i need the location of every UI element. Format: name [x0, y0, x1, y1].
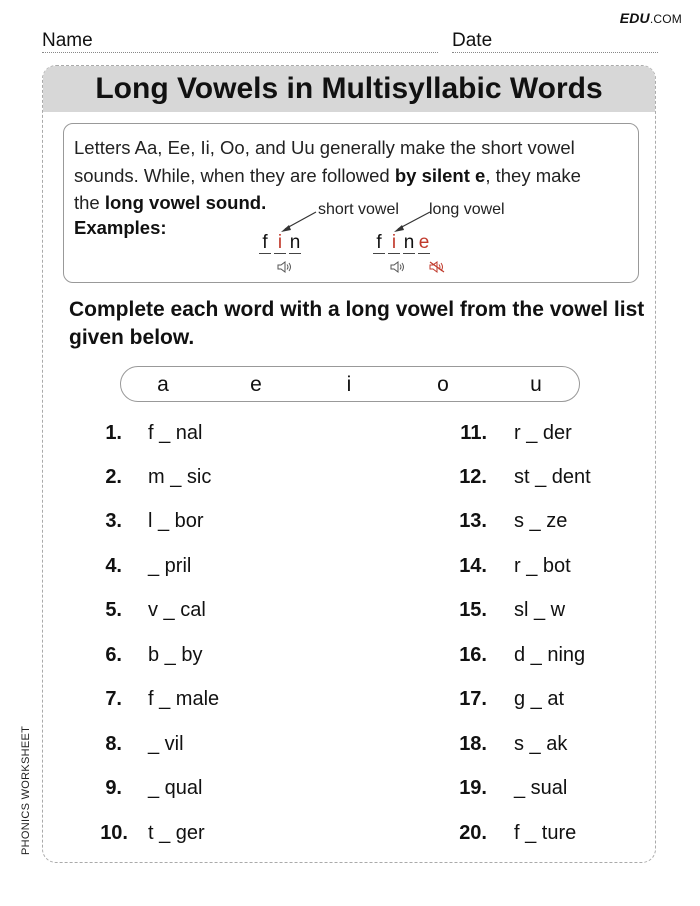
brand-suffix: .COM: [649, 12, 682, 26]
item-word: f _ nal: [148, 422, 203, 444]
date-line[interactable]: [452, 30, 658, 52]
brand-logo: [620, 10, 682, 26]
short-vowel-label: short vowel: [318, 201, 399, 218]
example-arrows: [64, 124, 640, 284]
explanation-line-1: Letters Aa, Ee, Ii, Oo, and Uu generally make the short vowel: [74, 137, 575, 158]
item-number: 3.: [105, 510, 122, 532]
item-number: 10.: [100, 822, 128, 844]
example-word-long: [373, 232, 433, 254]
item-number: 17.: [459, 688, 487, 710]
item-number: 1.: [105, 422, 122, 444]
examples-label: Examples:: [74, 217, 167, 238]
example-letter-vowel: i: [388, 232, 400, 254]
name-line[interactable]: [42, 30, 438, 52]
item-word: l _ bor: [148, 510, 204, 532]
item-word: _ sual: [514, 777, 568, 799]
example-letter-silent-e: e: [418, 232, 430, 253]
speaker-icon: [277, 261, 293, 273]
item-word: sl _ w: [514, 599, 566, 621]
item-word: r _ bot: [514, 555, 571, 577]
item-number: 8.: [105, 733, 122, 755]
date-dotted-line: [452, 52, 658, 53]
item-word: _ qual: [148, 777, 203, 799]
vowel-e: e: [250, 373, 262, 396]
speaker-icon: [390, 261, 406, 273]
item-number: 12.: [459, 466, 487, 488]
item-number: 13.: [459, 510, 487, 532]
item-number: 15.: [459, 599, 487, 621]
speaker-muted-icon: [429, 261, 445, 273]
side-label: PHONICS WORKSHEET: [20, 725, 32, 855]
item-word: v _ cal: [148, 599, 206, 621]
brand-name: EDU: [619, 10, 650, 26]
item-word: f _ ture: [514, 822, 577, 844]
name-dotted-line: [42, 52, 438, 53]
vowel-list: [120, 366, 580, 402]
item-number: 14.: [459, 555, 487, 577]
item-word: s _ ze: [514, 510, 568, 532]
silent-e-emphasis: by silent e: [394, 164, 486, 186]
item-number: 6.: [105, 644, 122, 666]
item-word: _ pril: [148, 555, 192, 577]
explanation-line-2-end: , they make: [485, 164, 581, 186]
item-number: 5.: [105, 599, 122, 621]
item-word: b _ by: [148, 644, 203, 666]
date-label: Date: [452, 30, 493, 51]
item-word: g _ at: [514, 688, 565, 710]
instruction-text: Complete each word with a long vowel from the vowel list given below.: [69, 298, 645, 349]
page-title: Long Vowels in Multisyllabic Words: [43, 66, 655, 112]
item-number: 2.: [105, 466, 122, 488]
item-word: t _ ger: [148, 822, 205, 844]
example-letter-vowel: i: [274, 232, 286, 254]
item-word: s _ ak: [514, 733, 568, 755]
explanation-line-2-start: sounds. While, when they are followed: [74, 164, 395, 186]
example-letter: f: [373, 232, 385, 254]
item-number: 7.: [105, 688, 122, 710]
item-number: 16.: [459, 644, 487, 666]
item-number: 4.: [105, 555, 122, 577]
example-letter: f: [259, 232, 271, 254]
example-letter: n: [403, 232, 415, 253]
item-number: 20.: [459, 822, 487, 844]
long-vowel-label: long vowel: [429, 201, 505, 218]
long-vowel-emphasis: long vowel sound.: [104, 192, 267, 213]
item-word: st _ dent: [514, 466, 591, 488]
item-word: f _ male: [148, 688, 220, 710]
item-word: r _ der: [514, 422, 572, 444]
vowel-a: a: [157, 373, 169, 396]
vowel-u: u: [530, 373, 542, 396]
item-number: 19.: [459, 777, 487, 799]
example-letter: n: [289, 232, 301, 253]
item-word: m _ sic: [148, 466, 212, 488]
explanation-line-3-start: the: [74, 192, 105, 213]
item-number: 18.: [459, 733, 487, 755]
example-word-short: [259, 232, 304, 254]
item-word: d _ ning: [514, 644, 586, 666]
item-number: 11.: [460, 422, 487, 444]
item-number: 9.: [105, 777, 122, 799]
vowel-i: i: [346, 373, 352, 396]
item-word: _ vil: [148, 733, 184, 755]
explanation-box: [63, 123, 639, 283]
vowel-o: o: [437, 373, 449, 396]
name-label: Name: [42, 30, 93, 51]
